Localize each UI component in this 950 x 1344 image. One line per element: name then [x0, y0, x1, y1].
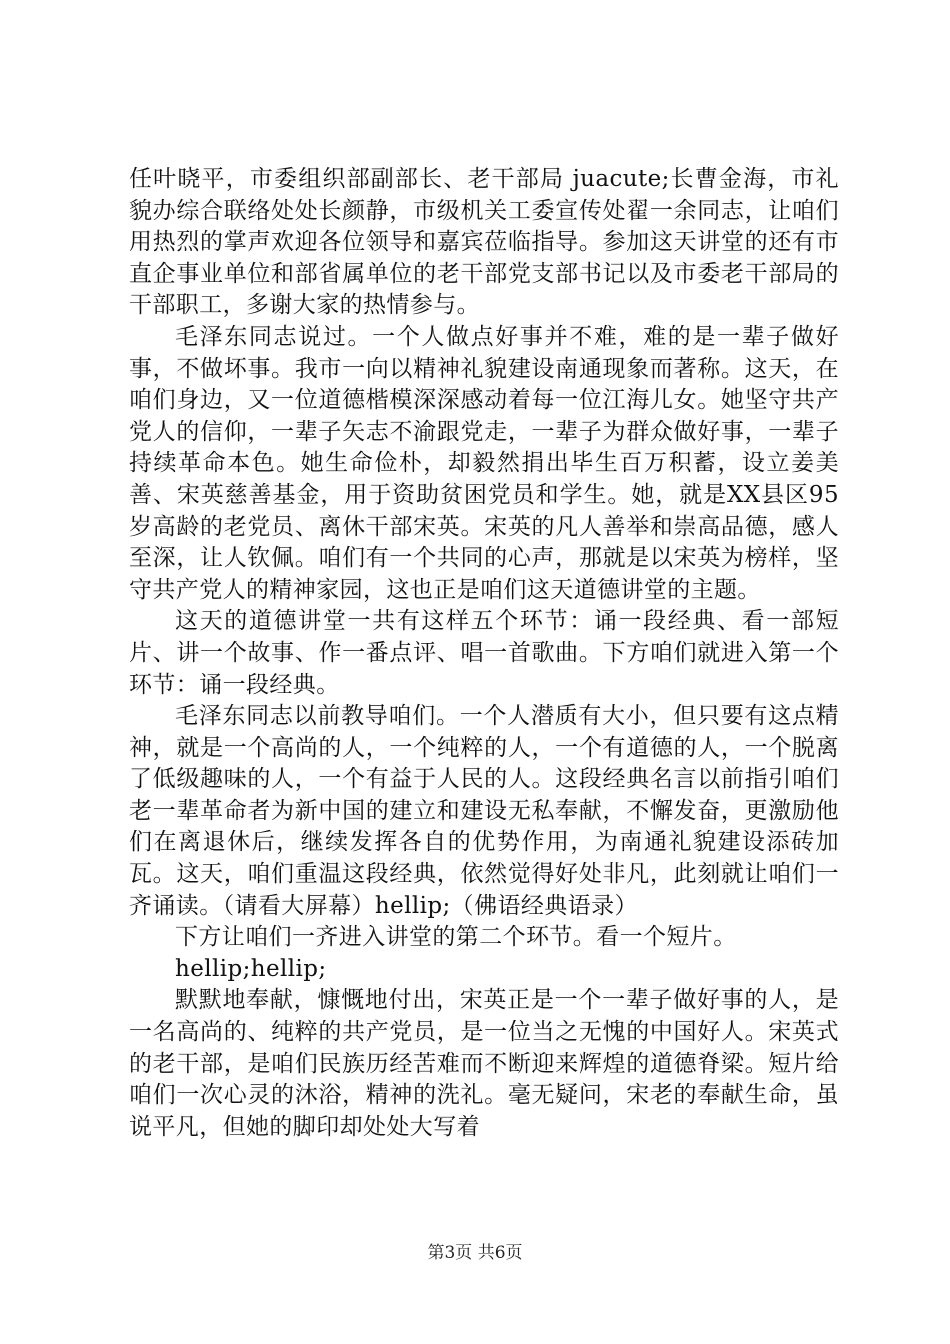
paragraph-4: 毛泽东同志以前教导咱们。一个人潜质有大小，但只要有这点精神，就是一个高尚的人，一个纯粹的人，一个有道德的人，一个脱离了低级趣味的人，一个有益于人民的人。这段经典名言以前指引咱们老一辈革命者为新中国的建立和建设无私奉献，不懈发奋，更激励他们在离退休后，继续发挥各自的优势作用，为南通礼貌建设添砖加瓦。这天，咱们重温这段经典，依然觉得好处非凡，此刻就让咱们一齐诵读。（请看大屏幕）hellip;（佛语经典语录） — [129, 703, 839, 919]
paragraph-5: 下方让咱们一齐进入讲堂的第二个环节。看一个短片。 — [175, 924, 737, 951]
page-number-footer: 第3页 共6页 — [427, 1243, 523, 1263]
paragraph-7: 默默地奉献，慷慨地付出，宋英正是一个一辈子做好事的人，是一名高尚的、纯粹的共产党员，是一位当之无愧的中国好人。宋英式的老干部，是咱们民族历经苦难而不断迎来辉煌的道德脊梁。短片给咱们一次心灵的沐浴，精神的洗礼。毫无疑问，宋老的奉献生命，虽说平凡，但她的脚印却处处大写着 — [129, 987, 839, 1140]
paragraph-3: 这天的道德讲堂一共有这样五个环节：诵一段经典、看一部短片、讲一个故事、作一番点评、唱一首歌曲。下方咱们就进入第一个环节：诵一段经典。 — [129, 608, 839, 698]
document-body — [129, 164, 839, 1143]
paragraph-2: 毛泽东同志说过。一个人做点好事并不难，难的是一辈子做好事，不做坏事。我市一向以精神礼貌建设南通现象而著称。这天，在咱们身边，又一位道德楷模深深感动着每一位江海儿女。她坚守共产党人的信仰，一辈子矢志不渝跟党走，一辈子为群众做好事，一辈子持续革命本色。她生命俭朴，却毅然捐出毕生百万积蓄，设立姜美善、宋英慈善基金，用于资助贫困党员和学生。她，就是XX县区95岁高龄的老党员、离休干部宋英。宋英的凡人善举和崇高品德，感人至深，让人钦佩。咱们有一个共同的心声，那就是以宋英为榜样，坚守共产党人的精神家园，这也正是咱们这天道德讲堂的主题。 — [129, 323, 839, 603]
paragraph-6: hellip;hellip; — [175, 955, 327, 982]
paragraph-1: 任叶晓平，市委组织部副部长、老干部局 juacute;长曹金海，市礼貌办综合联络处处长颜静，市级机关工委宣传处翟一余同志，让咱们用热烈的掌声欢迎各位领导和嘉宾莅临指导。参加这天讲堂的还有市直企事业单位和部省属单位的老干部党支部书记以及市委老干部局的干部职工，多谢大家的热情参与。 — [129, 166, 839, 319]
